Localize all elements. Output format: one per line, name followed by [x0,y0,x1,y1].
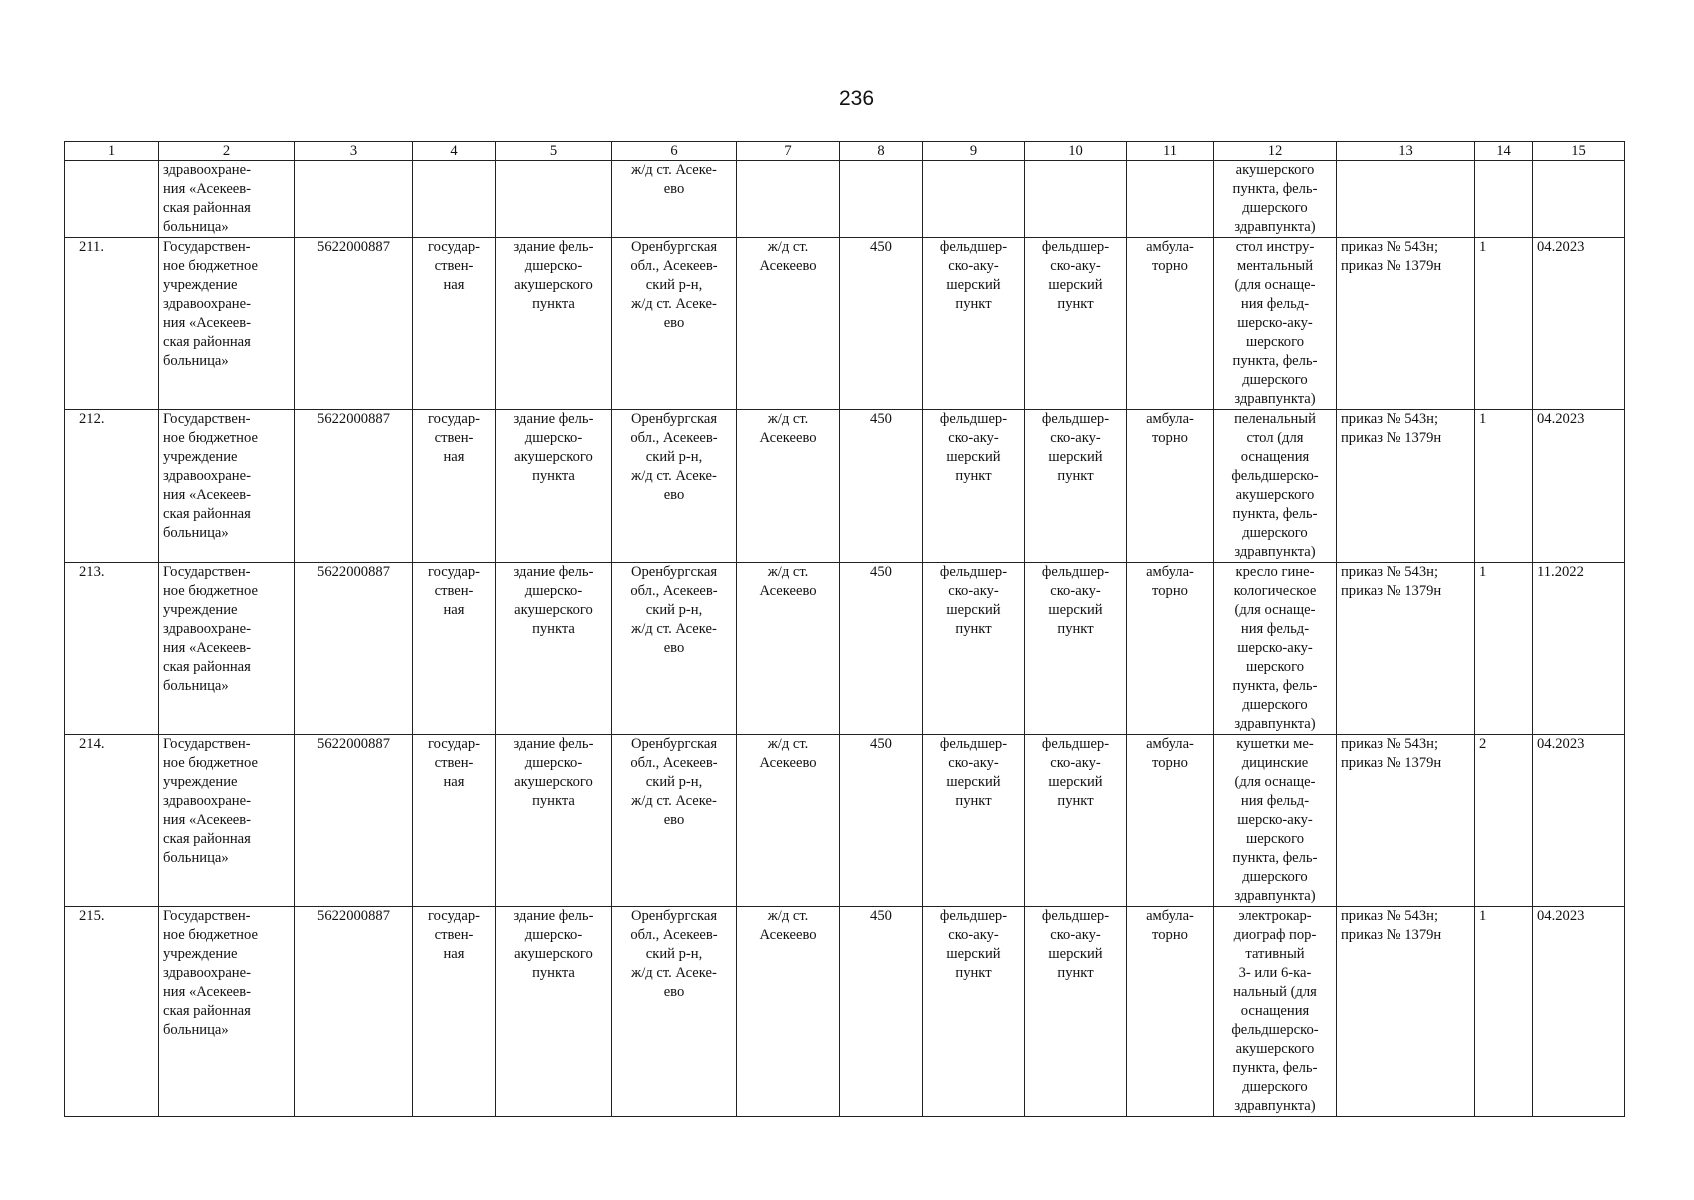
continuation-row [65,161,1625,238]
address-cell: Оренбургская обл., Асекеев- ский р-н, ж/д ст. Асеке- ево [612,410,737,563]
order-cell: приказ № 543н; приказ № 1379н [1337,907,1475,1117]
table-row [65,410,1625,563]
column-number-cell: 9 [923,142,1025,161]
equipment-cell: кушетки ме- дицинские (для оснаще- ния фельд- шерско-аку- шерского пункта, фель- дшерского здравпункта) [1214,735,1337,907]
column-number-cell: 10 [1025,142,1127,161]
facility-type-cell: фельдшер- ско-аку- шерский пункт [923,563,1025,735]
order-cell: приказ № 543н; приказ № 1379н [1337,735,1475,907]
column-number-cell: 6 [612,142,737,161]
row-number-cell: 213. [65,563,159,735]
inn-cell: 5622000887 [295,563,413,735]
building-cell: здание фель- дшерско- акушерского пункта [496,238,612,410]
organization-cell: Государствен- ное бюджетное учреждение здравоохране- ния «Асекеев- ская районная больница» [159,735,295,907]
quantity-cell: 2 [1475,735,1533,907]
ownership-cell: государ- ствен- ная [413,410,496,563]
date-cell: 04.2023 [1533,410,1625,563]
facility-type-cell: фельдшер- ско-аку- шерский пункт [1025,410,1127,563]
population-cell: 450 [840,735,923,907]
population-cell: 450 [840,563,923,735]
locality-cell: ж/д ст. Асекеево [737,563,840,735]
address-cell: Оренбургская обл., Асекеев- ский р-н, ж/д ст. Асеке- ево [612,238,737,410]
facility-type-cell: фельдшер- ско-аку- шерский пункт [923,238,1025,410]
care-form-cell: амбула- торно [1127,563,1214,735]
organization-cell: Государствен- ное бюджетное учреждение здравоохране- ния «Асекеев- ская районная больница» [159,563,295,735]
population-cell: 450 [840,238,923,410]
facility-type-cell: фельдшер- ско-аку- шерский пункт [1025,907,1127,1117]
date-cell: 04.2023 [1533,907,1625,1117]
column-number-cell: 8 [840,142,923,161]
ownership-cell: государ- ствен- ная [413,563,496,735]
care-form-cell: амбула- торно [1127,907,1214,1117]
ownership-cell: государ- ствен- ная [413,735,496,907]
date-cell: 11.2022 [1533,563,1625,735]
organization-cell: Государствен- ное бюджетное учреждение здравоохране- ния «Асекеев- ская районная больница» [159,410,295,563]
inn-cell: 5622000887 [295,238,413,410]
facility-type-cell: фельдшер- ско-аку- шерский пункт [923,735,1025,907]
building-cell: здание фель- дшерско- акушерского пункта [496,907,612,1117]
facility-type-cell: фельдшер- ско-аку- шерский пункт [1025,238,1127,410]
order-cell: приказ № 543н; приказ № 1379н [1337,410,1475,563]
table-row [65,238,1625,410]
care-form-cell: амбула- торно [1127,410,1214,563]
facility-type-cell: фельдшер- ско-аку- шерский пункт [923,410,1025,563]
ownership-cell: государ- ствен- ная [413,907,496,1117]
facility-type-cell: фельдшер- ско-аку- шерский пункт [1025,563,1127,735]
column-number-cell: 13 [1337,142,1475,161]
order-cell: приказ № 543н; приказ № 1379н [1337,563,1475,735]
quantity-cell: 1 [1475,563,1533,735]
order-cell: приказ № 543н; приказ № 1379н [1337,238,1475,410]
quantity-cell: 1 [1475,907,1533,1117]
column-number-cell: 12 [1214,142,1337,161]
equipment-cell: электрокар- диограф пор- тативный 3- или 6-ка- нальный (для оснащения фельдшерско- акушерского пункта, фель- дшерского здравпункта) [1214,907,1337,1117]
table-row [65,735,1625,907]
ownership-cell: государ- ствен- ная [413,238,496,410]
column-number-cell: 11 [1127,142,1214,161]
address-cell: Оренбургская обл., Асекеев- ский р-н, ж/д ст. Асеке- ево [612,907,737,1117]
column-number-cell: 7 [737,142,840,161]
row-number-cell: 215. [65,907,159,1117]
organization-cell: Государствен- ное бюджетное учреждение здравоохране- ния «Асекеев- ская районная больница» [159,907,295,1117]
column-number-cell: 2 [159,142,295,161]
population-cell: 450 [840,907,923,1117]
address-cell: Оренбургская обл., Асекеев- ский р-н, ж/д ст. Асеке- ево [612,563,737,735]
row-number-cell: 214. [65,735,159,907]
column-number-cell: 14 [1475,142,1533,161]
inn-cell: 5622000887 [295,410,413,563]
locality-cell: ж/д ст. Асекеево [737,735,840,907]
equipment-table [64,141,1625,1117]
building-cell: здание фель- дшерско- акушерского пункта [496,563,612,735]
continuation-equipment-cell: акушерского пункта, фель- дшерского здравпункта) [1214,161,1337,238]
column-number-row [65,142,1625,161]
population-cell: 450 [840,410,923,563]
address-cell: Оренбургская обл., Асекеев- ский р-н, ж/д ст. Асеке- ево [612,735,737,907]
column-number-cell: 1 [65,142,159,161]
column-number-cell: 3 [295,142,413,161]
column-number-cell: 5 [496,142,612,161]
equipment-cell: кресло гине- кологическое (для оснаще- ния фельд- шерско-аку- шерского пункта, фель- дшерского здравпункта) [1214,563,1337,735]
continuation-address-cell: ж/д ст. Асеке- ево [612,161,737,238]
quantity-cell: 1 [1475,238,1533,410]
equipment-cell: стол инстру- ментальный (для оснаще- ния фельд- шерско-аку- шерского пункта, фель- дшерского здравпункта) [1214,238,1337,410]
facility-type-cell: фельдшер- ско-аку- шерский пункт [923,907,1025,1117]
table-row [65,563,1625,735]
inn-cell: 5622000887 [295,735,413,907]
locality-cell: ж/д ст. Асекеево [737,410,840,563]
date-cell: 04.2023 [1533,238,1625,410]
column-number-cell: 4 [413,142,496,161]
row-number-cell: 212. [65,410,159,563]
facility-type-cell: фельдшер- ско-аку- шерский пункт [1025,735,1127,907]
locality-cell: ж/д ст. Асекеево [737,907,840,1117]
equipment-cell: пеленальный стол (для оснащения фельдшерско- акушерского пункта, фель- дшерского здравпункта) [1214,410,1337,563]
building-cell: здание фель- дшерско- акушерского пункта [496,410,612,563]
continuation-org-cell: здравоохране- ния «Асекеев- ская районная больница» [159,161,295,238]
table-row [65,907,1625,1117]
page-number: 236 [838,87,875,110]
quantity-cell: 1 [1475,410,1533,563]
column-number-cell: 15 [1533,142,1625,161]
row-number-cell: 211. [65,238,159,410]
date-cell: 04.2023 [1533,735,1625,907]
inn-cell: 5622000887 [295,907,413,1117]
organization-cell: Государствен- ное бюджетное учреждение здравоохране- ния «Асекеев- ская районная больница» [159,238,295,410]
locality-cell: ж/д ст. Асекеево [737,238,840,410]
care-form-cell: амбула- торно [1127,735,1214,907]
building-cell: здание фель- дшерско- акушерского пункта [496,735,612,907]
care-form-cell: амбула- торно [1127,238,1214,410]
